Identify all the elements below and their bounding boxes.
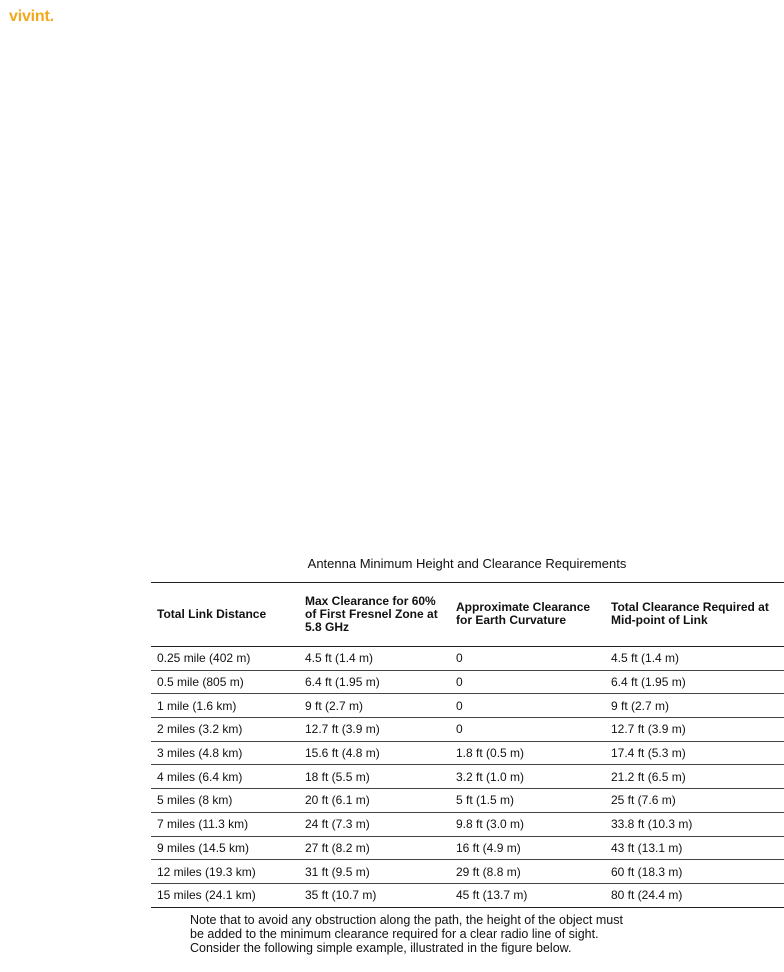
- cell-fresnel: 31 ft (9.5 m): [299, 860, 450, 884]
- cell-total: 60 ft (18.3 m): [605, 860, 784, 884]
- cell-total: 17.4 ft (5.3 m): [605, 741, 784, 765]
- table-row: [151, 647, 784, 671]
- table-row: [151, 836, 784, 860]
- note-line: be added to the minimum clearance required for a clear radio line of sight.: [190, 927, 599, 941]
- cell-curvature: 16 ft (4.9 m): [450, 836, 605, 860]
- table-header-row: [151, 583, 784, 647]
- cell-total: 25 ft (7.6 m): [605, 789, 784, 813]
- cell-distance: 4 miles (6.4 km): [151, 765, 299, 789]
- table-title: Antenna Minimum Height and Clearance Requirements: [307, 556, 627, 571]
- cell-distance: 5 miles (8 km): [151, 789, 299, 813]
- header-max-fresnel-clearance: Max Clearance for 60% of First Fresnel Zone at 5.8 GHz: [299, 583, 450, 647]
- table-row: [151, 718, 784, 742]
- table-row: [151, 789, 784, 813]
- cell-distance: 9 miles (14.5 km): [151, 836, 299, 860]
- cell-curvature: 3.2 ft (1.0 m): [450, 765, 605, 789]
- cell-curvature: 9.8 ft (3.0 m): [450, 812, 605, 836]
- cell-fresnel: 35 ft (10.7 m): [299, 883, 450, 907]
- cell-distance: 12 miles (19.3 km): [151, 860, 299, 884]
- cell-total: 80 ft (24.4 m): [605, 883, 784, 907]
- cell-curvature: 5 ft (1.5 m): [450, 789, 605, 813]
- cell-fresnel: 9 ft (2.7 m): [299, 694, 450, 718]
- cell-total: 43 ft (13.1 m): [605, 836, 784, 860]
- table-row: [151, 883, 784, 907]
- cell-total: 12.7 ft (3.9 m): [605, 718, 784, 742]
- table-row: [151, 694, 784, 718]
- cell-distance: 0.25 mile (402 m): [151, 647, 299, 671]
- vivint-logo: vivint.: [9, 8, 54, 25]
- table-row: [151, 741, 784, 765]
- cell-curvature: 45 ft (13.7 m): [450, 883, 605, 907]
- cell-total: 21.2 ft (6.5 m): [605, 765, 784, 789]
- cell-distance: 15 miles (24.1 km): [151, 883, 299, 907]
- cell-fresnel: 6.4 ft (1.95 m): [299, 670, 450, 694]
- cell-fresnel: 27 ft (8.2 m): [299, 836, 450, 860]
- header-earth-curvature-clearance: Approximate Clearance for Earth Curvature: [450, 583, 605, 647]
- cell-total: 4.5 ft (1.4 m): [605, 647, 784, 671]
- cell-curvature: 1.8 ft (0.5 m): [450, 741, 605, 765]
- cell-distance: 0.5 mile (805 m): [151, 670, 299, 694]
- header-total-clearance-midpoint: Total Clearance Required at Mid-point of Link: [605, 583, 784, 647]
- cell-total: 9 ft (2.7 m): [605, 694, 784, 718]
- cell-curvature: 0: [450, 647, 605, 671]
- header-total-link-distance: Total Link Distance: [151, 583, 299, 647]
- cell-curvature: 29 ft (8.8 m): [450, 860, 605, 884]
- cell-distance: 3 miles (4.8 km): [151, 741, 299, 765]
- cell-curvature: 0: [450, 694, 605, 718]
- note-line: Consider the following simple example, illustrated in the figure below.: [190, 941, 572, 955]
- cell-fresnel: 18 ft (5.5 m): [299, 765, 450, 789]
- cell-fresnel: 24 ft (7.3 m): [299, 812, 450, 836]
- cell-fresnel: 12.7 ft (3.9 m): [299, 718, 450, 742]
- table-row: [151, 860, 784, 884]
- clearance-note: [190, 913, 784, 955]
- cell-distance: 2 miles (3.2 km): [151, 718, 299, 742]
- cell-curvature: 0: [450, 718, 605, 742]
- cell-curvature: 0: [450, 670, 605, 694]
- cell-fresnel: 15.6 ft (4.8 m): [299, 741, 450, 765]
- cell-fresnel: 20 ft (6.1 m): [299, 789, 450, 813]
- table-row: [151, 670, 784, 694]
- table-row: [151, 812, 784, 836]
- cell-total: 33.8 ft (10.3 m): [605, 812, 784, 836]
- table-row: [151, 765, 784, 789]
- cell-distance: 7 miles (11.3 km): [151, 812, 299, 836]
- note-line: Note that to avoid any obstruction along the path, the height of the object must: [190, 913, 623, 927]
- cell-distance: 1 mile (1.6 km): [151, 694, 299, 718]
- clearance-requirements-table: [151, 582, 784, 908]
- cell-total: 6.4 ft (1.95 m): [605, 670, 784, 694]
- cell-fresnel: 4.5 ft (1.4 m): [299, 647, 450, 671]
